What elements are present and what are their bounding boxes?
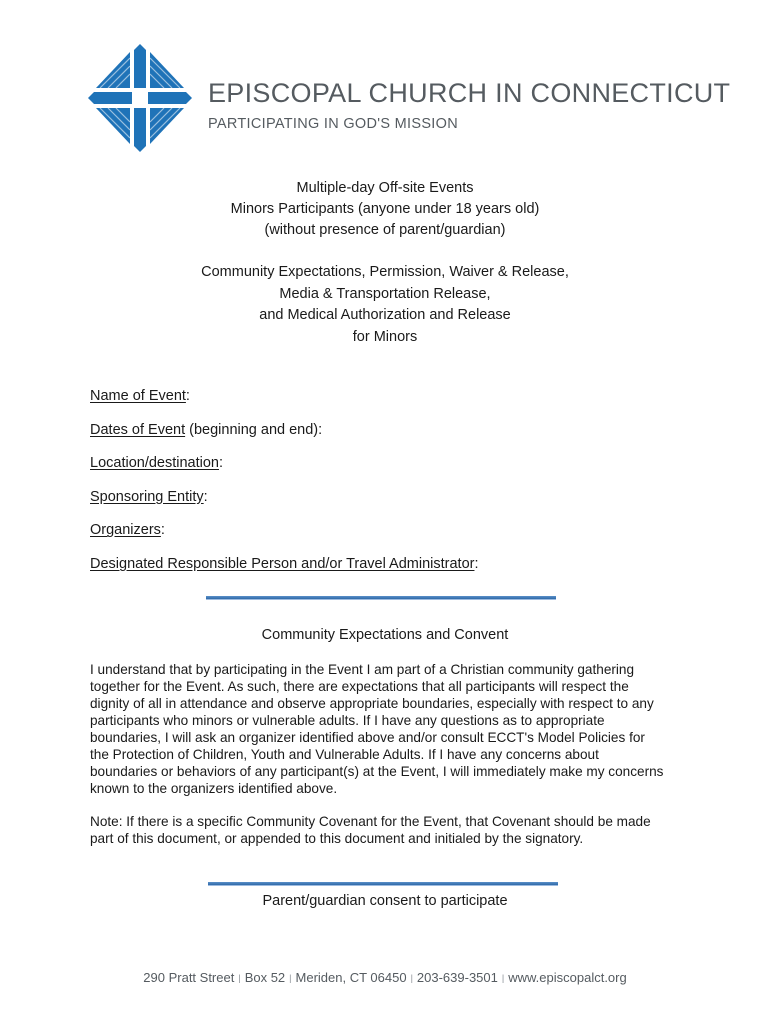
subtitle-line: Media & Transportation Release, <box>279 285 491 302</box>
footer-city: Meriden, CT 06450 <box>295 970 407 985</box>
title-line: (without presence of parent/guardian) <box>264 222 506 238</box>
title-line: Minors Participants (anyone under 18 years old) <box>230 201 540 217</box>
footer-website[interactable]: www.episcopalct.org <box>508 970 627 985</box>
paragraph-line: together for the Event. As such, there are expectations that all participants will respect the <box>90 679 629 694</box>
field-label: Organizers <box>90 522 161 539</box>
title-line: Multiple-day Off-site Events <box>296 180 474 196</box>
footer-phone: 203-639-3501 <box>416 970 498 985</box>
section-divider <box>206 596 556 600</box>
section-divider <box>208 882 558 886</box>
org-name: EPISCOPAL CHURCH IN CONNECTICUT <box>208 78 731 108</box>
footer-address: 290 Pratt Street <box>143 970 235 985</box>
field-label: Location/destination <box>90 455 219 472</box>
community-heading: Community Expectations and Convent <box>261 627 509 643</box>
document-title <box>0 178 770 241</box>
note-line: Note: If there is a specific Community Covenant for the Event, that Covenant should be made <box>90 814 651 829</box>
field-suffix: : <box>474 555 479 572</box>
paragraph-line: boundaries or behaviors of any participant(s) at the Event, I will immediately make my concerns <box>90 764 664 779</box>
field-name-of-event[interactable] <box>90 386 479 420</box>
separator-icon: | <box>238 973 241 983</box>
field-organizers[interactable] <box>90 520 479 554</box>
field-location[interactable] <box>90 453 479 487</box>
consent-heading: Parent/guardian consent to participate <box>262 893 508 909</box>
subtitle-line: for Minors <box>352 328 418 345</box>
document-subtitle <box>0 262 770 348</box>
diocese-logo-icon <box>88 44 192 152</box>
field-suffix: : <box>203 488 208 505</box>
separator-icon: | <box>501 973 505 983</box>
field-suffix: : <box>160 522 165 539</box>
paragraph-line: the Protection of Children, Youth and Vulnerable Adults. If I have any concerns about <box>90 747 599 762</box>
event-fields <box>90 386 479 588</box>
paragraph-line: dignity of all in attendance and observe appropriate boundaries, especially with respect to any <box>90 696 654 711</box>
paragraph-line: I understand that by participating in the Event I am part of a Christian community gathering <box>90 662 635 677</box>
field-suffix: : <box>219 455 224 472</box>
subtitle-line: Community Expectations, Permission, Waiver & Release, <box>201 264 569 280</box>
separator-icon: | <box>289 973 292 983</box>
field-sponsoring-entity[interactable] <box>90 487 479 521</box>
community-paragraph <box>90 661 680 797</box>
footer-box: Box 52 <box>244 970 286 985</box>
field-dates-of-event[interactable] <box>90 420 479 454</box>
covenant-note <box>90 813 680 847</box>
org-tagline: PARTICIPATING IN GOD'S MISSION <box>208 116 458 132</box>
field-label: Name of Event <box>90 388 186 404</box>
paragraph-line: participants who minors or vulnerable adults. If I have any questions as to appropriate <box>90 713 605 728</box>
field-label: Designated Responsible Person and/or Travel Administrator <box>90 555 475 572</box>
field-suffix: : <box>185 388 190 404</box>
note-line: part of this document, or appended to this document and initialed by the signatory. <box>90 831 584 846</box>
separator-icon: | <box>410 973 413 983</box>
footer-contact <box>0 970 770 985</box>
subtitle-line: and Medical Authorization and Release <box>259 307 511 324</box>
field-label: Dates of Event <box>90 421 186 438</box>
field-designated-person[interactable] <box>90 554 479 588</box>
paragraph-line: boundaries, I will ask an organizer identified above and/or consult ECCT's Model Policies for <box>90 730 645 745</box>
field-label: Sponsoring Entity <box>90 488 204 505</box>
paragraph-line: known to the organizers identified above. <box>90 781 338 796</box>
field-suffix: (beginning and end): <box>185 421 323 438</box>
